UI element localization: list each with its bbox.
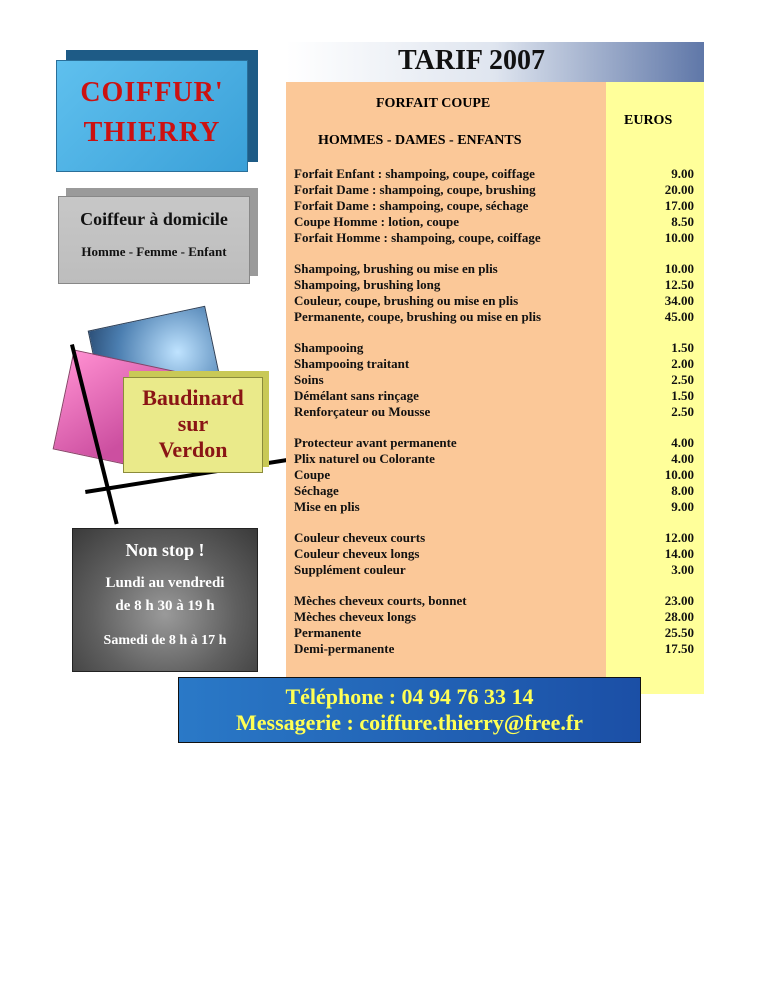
price-row <box>294 388 694 404</box>
location-line-1: Baudinard <box>142 385 244 410</box>
price-list-title: TARIF 2007 <box>398 45 545 76</box>
service-price: 2.50 <box>671 372 694 387</box>
price-row <box>294 198 694 214</box>
service-price: 8.50 <box>671 214 694 229</box>
price-row <box>294 230 694 246</box>
service-price: 12.00 <box>664 530 694 545</box>
service-name: Renforçateur ou Mousse <box>294 404 431 419</box>
price-row <box>294 356 694 372</box>
price-group-brushing <box>294 261 694 325</box>
service-price: 4.00 <box>671 435 694 450</box>
service-name: Protecteur avant permanente <box>294 435 457 450</box>
price-row <box>294 277 694 293</box>
home-service-title: Coiffeur à domicile <box>80 209 228 229</box>
price-row <box>294 340 694 356</box>
service-price: 2.50 <box>671 404 694 419</box>
service-price: 3.00 <box>671 562 694 577</box>
salon-logo <box>56 60 248 172</box>
price-row <box>294 609 694 625</box>
home-service-audience: Homme - Femme - Enfant <box>81 244 227 259</box>
price-row <box>294 467 694 483</box>
service-price: 10.00 <box>664 261 694 276</box>
service-price: 25.50 <box>664 625 694 640</box>
forfait-label: FORFAIT COUPE <box>376 96 491 111</box>
price-group-couleur <box>294 530 694 578</box>
hours-weekday-days: Lundi au vendredi <box>105 575 225 591</box>
price-group-forfaits <box>294 166 694 246</box>
service-price: 2.00 <box>671 356 694 371</box>
contact-box <box>178 677 641 743</box>
service-price: 12.50 <box>664 277 694 292</box>
service-name: Supplément couleur <box>294 562 406 577</box>
service-name: Forfait Dame : shampoing, coupe, séchage <box>294 198 529 213</box>
service-price: 1.50 <box>671 388 694 403</box>
service-price: 28.00 <box>664 609 694 624</box>
price-row <box>294 641 694 657</box>
service-name: Couleur, coupe, brushing ou mise en plis <box>294 293 519 308</box>
service-price: 8.00 <box>671 483 694 498</box>
service-name: Coupe Homme : lotion, coupe <box>294 214 460 229</box>
price-row <box>294 166 694 182</box>
service-name: Démélant sans rinçage <box>294 388 419 403</box>
price-row <box>294 261 694 277</box>
contact-phone: Téléphone : 04 94 76 33 14 <box>285 684 534 709</box>
price-row <box>294 404 694 420</box>
service-name: Plix naturel ou Colorante <box>294 451 435 466</box>
service-price: 9.00 <box>671 499 694 514</box>
hours-weekday-times: de 8 h 30 à 19 h <box>115 598 215 614</box>
location-line-3: Verdon <box>158 437 228 462</box>
service-name: Forfait Homme : shampoing, coupe, coiffage <box>294 230 541 245</box>
service-name: Permanente, coupe, brushing ou mise en plis <box>294 309 542 324</box>
service-price: 4.00 <box>671 451 694 466</box>
service-name: Forfait Enfant : shampoing, coupe, coiffage <box>294 166 535 181</box>
contact-email: Messagerie : coiffure.thierry@free.fr <box>235 710 584 735</box>
price-row <box>294 593 694 609</box>
opening-hours-box <box>72 528 258 672</box>
price-row <box>294 530 694 546</box>
location-line-2: sur <box>177 411 209 436</box>
location-box <box>123 377 263 473</box>
price-row <box>294 483 694 499</box>
hours-heading: Non stop ! <box>125 540 205 560</box>
service-price: 20.00 <box>664 182 694 197</box>
price-row <box>294 435 694 451</box>
price-row <box>294 372 694 388</box>
price-row <box>294 499 694 515</box>
service-price: 23.00 <box>664 593 694 608</box>
price-row <box>294 451 694 467</box>
service-name: Couleur cheveux longs <box>294 546 420 561</box>
service-name: Séchage <box>294 483 339 498</box>
service-name: Demi-permanente <box>294 641 395 656</box>
price-group-meches <box>294 593 694 657</box>
service-price: 10.00 <box>664 230 694 245</box>
service-price: 17.50 <box>664 641 694 656</box>
home-service-box <box>58 196 250 284</box>
audience-label: HOMMES - DAMES - ENFANTS <box>318 133 522 148</box>
hours-saturday: Samedi de 8 h à 17 h <box>103 633 227 648</box>
service-price: 1.50 <box>671 340 694 355</box>
service-name: Soins <box>294 372 324 387</box>
service-name: Forfait Dame : shampoing, coupe, brushing <box>294 182 536 197</box>
decorative-art <box>40 305 280 535</box>
price-list-panel <box>286 42 704 692</box>
price-row <box>294 562 694 578</box>
price-row <box>294 309 694 325</box>
service-price: 45.00 <box>664 309 694 324</box>
price-row <box>294 625 694 641</box>
service-name: Permanente <box>294 625 362 640</box>
service-name: Coupe <box>294 467 331 482</box>
price-group-soins <box>294 340 694 420</box>
price-row <box>294 214 694 230</box>
logo-line-1: COIFFUR' <box>80 77 224 108</box>
price-row <box>294 182 694 198</box>
price-row <box>294 546 694 562</box>
service-name: Mèches cheveux courts, bonnet <box>294 593 467 608</box>
price-row <box>294 293 694 309</box>
price-list-header <box>286 42 704 82</box>
service-name: Mèches cheveux longs <box>294 609 417 624</box>
service-price: 34.00 <box>664 293 694 308</box>
service-name: Shampoing, brushing long <box>294 277 441 292</box>
logo-line-2: THIERRY <box>83 117 221 148</box>
service-name: Shampooing <box>294 340 364 355</box>
service-name: Couleur cheveux courts <box>294 530 426 545</box>
service-name: Mise en plis <box>294 499 360 514</box>
currency-label: EUROS <box>624 113 673 128</box>
service-price: 17.00 <box>664 198 694 213</box>
service-price: 9.00 <box>671 166 694 181</box>
price-group-extras <box>294 435 694 515</box>
service-price: 14.00 <box>664 546 694 561</box>
service-name: Shampoing, brushing ou mise en plis <box>294 261 498 276</box>
service-price: 10.00 <box>664 467 694 482</box>
service-name: Shampooing traitant <box>294 356 410 371</box>
